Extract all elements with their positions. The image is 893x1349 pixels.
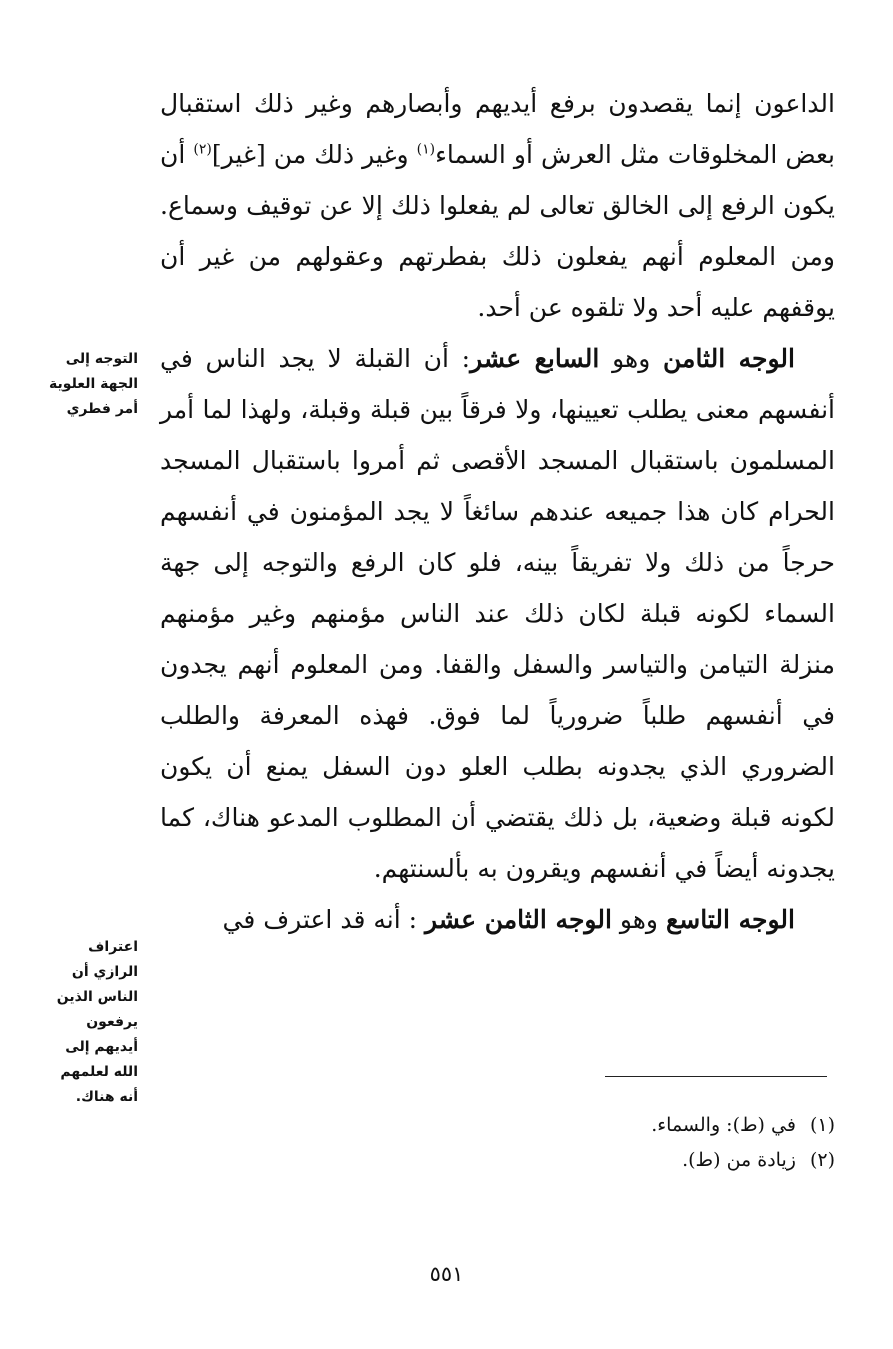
- margin-note-razi: اعتراف الرازي أن الناس الذين يرفعون أيديهم إلى الله لعلمهم أنه هناك.: [56, 939, 138, 1105]
- main-text-block: [160, 78, 835, 945]
- paragraph-2-connector: وهو: [599, 344, 664, 373]
- paragraph-3-connector: وهو: [611, 905, 666, 934]
- footnote-divider: [605, 1076, 827, 1077]
- paragraph-2-heading-b: السابع عشر: [470, 344, 600, 373]
- paragraph-3-heading-b: الوجه الثامن عشر: [424, 905, 612, 934]
- footnote-ref-1[interactable]: (١): [416, 141, 436, 158]
- paragraph-1-text-b: وغير ذلك من [غير]: [211, 140, 417, 169]
- paragraph-2-heading-a: الوجه الثامن: [663, 344, 795, 373]
- footnotes: [335, 1108, 835, 1178]
- footnote-1: [335, 1108, 835, 1143]
- footnote-2-number: (٢): [809, 1149, 835, 1171]
- paragraph-2: [160, 333, 835, 894]
- paragraph-3-text: : أنه قد اعترف في: [222, 905, 425, 934]
- footnote-2: [335, 1143, 835, 1178]
- paragraph-2-text: : أن القبلة لا يجد الناس في أنفسهم معنى يطلب تعيينها، ولا فرقاً بين قبلة وقبلة، ولهذا لما أمر المسلمون باستقبال المسجد الأقصى ثم أمروا باستقبال المسجد الحرام كان هذا جميعه عندهم سائغاً لا يجد المؤمنون في أنفسهم حرجاً من ذلك ولا تفريقاً بينه، فلو كان الرفع والتوجه إلى جهة السماء لكونه قبلة لكان ذلك عند الناس مؤمنهم وغير مؤمنهم منزلة التيامن والتياسر والسفل والقفا. ومن المعلوم أنهم يجدون في أنفسهم طلباً ضرورياً لما فوق. فهذه المعرفة والطلب الضروري الذي يجدونه بطلب العلو دون السفل يمنع أن يكون لكونه قبلة وضعية، بل ذلك يقتضي أن المطلوب المدعو هناك، كما يجدونه أيضاً في أنفسهم ويقرون به بألسنتهم.: [160, 344, 835, 883]
- paragraph-3: [160, 894, 835, 945]
- paragraph-1-text-a: الداعون إنما يقصدون برفع أيديهم وأبصارهم وغير ذلك استقبال بعض المخلوقات مثل العرش أو السماء: [160, 89, 835, 169]
- footnote-2-text: زيادة من (ط).: [682, 1149, 796, 1171]
- paragraph-3-heading-a: الوجه التاسع: [665, 905, 795, 934]
- footnote-ref-2[interactable]: (٢): [193, 141, 212, 158]
- page-number: ٥٥١: [429, 1262, 464, 1286]
- paragraph-1-text-c: أن يكون الرفع إلى الخالق تعالى لم يفعلوا ذلك إلا عن توقيف وسماع. ومن المعلوم أنهم يفعلون ذلك بفطرتهم وعقولهم من غير أن يوقفهم عليه أحد ولا تلقوه عن أحد.: [160, 140, 835, 322]
- footnote-1-number: (١): [809, 1114, 835, 1136]
- paragraph-1: [160, 78, 835, 333]
- margin-note-fitra: التوجه إلى الجهة العلوية أمر فطري: [49, 351, 138, 417]
- footnote-1-text: في (ط): والسماء.: [651, 1114, 796, 1136]
